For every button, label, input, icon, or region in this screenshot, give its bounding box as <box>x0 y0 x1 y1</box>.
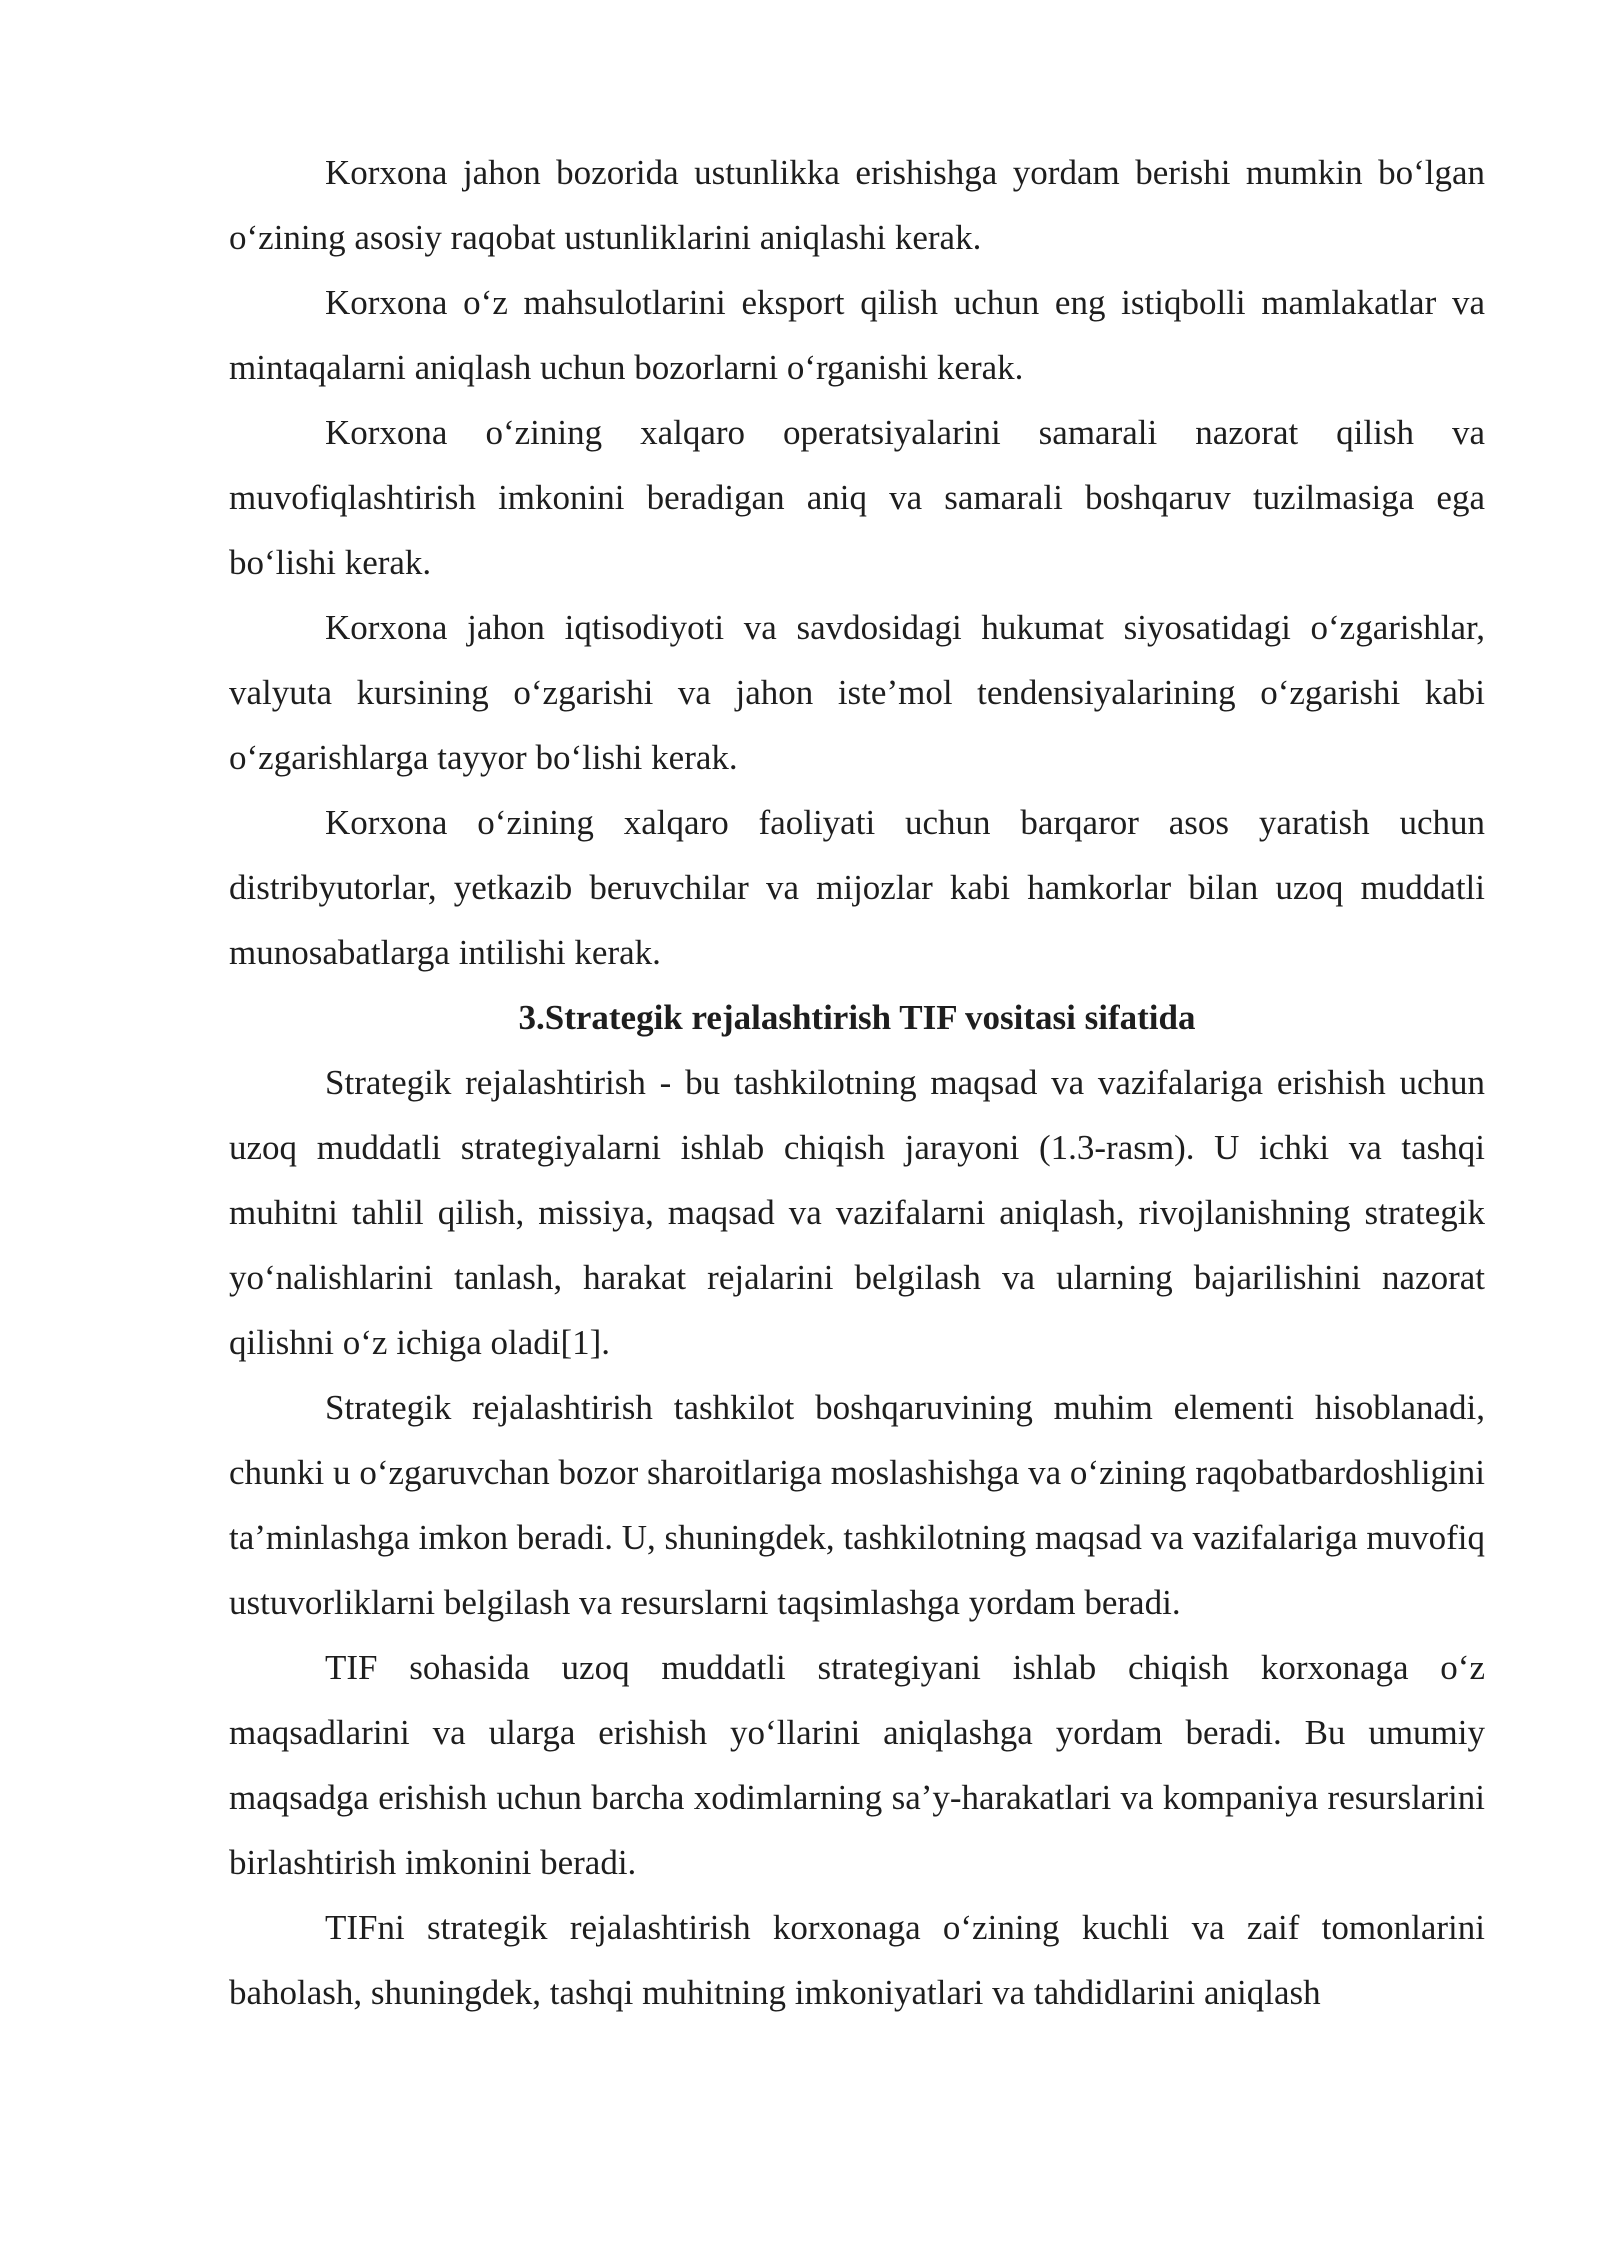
paragraph-management-structure: Korxona oʻzining xalqaro operatsiyalarini samarali nazorat qilish va muvofiqlashtirish imkonini beradigan aniq va samarali boshqaruv tuzilmasiga ega boʻlishi kerak. <box>229 413 1485 582</box>
paragraph-competitive-advantages: Korxona jahon bozorida ustunlikka erishishga yordam berishi mumkin boʻlgan oʻzining asosiy raqobat ustunliklarini aniqlashi kerak. <box>229 153 1485 257</box>
paragraph-strategic-planning-importance: Strategik rejalashtirish tashkilot boshqaruvining muhim elementi hisoblanadi, chunki u oʻzgaruvchan bozor sharoitlariga moslashishga va oʻzining raqobatbardoshligini taʼminlashga imkon beradi. U, shuningdek, tashkilotning maqsad va vazifalariga muvofiq ustuvorliklarni belgilash va resurslarni taqsimlashga yordam beradi. <box>229 1388 1485 1622</box>
paragraph-long-term-strategy: TIF sohasida uzoq muddatli strategiyani ishlab chiqish korxonaga oʻz maqsadlarini va ularga erishish yoʻllarini aniqlashga yordam beradi. Bu umumiy maqsadga erishish uchun barcha xodimlarning saʼy-harakatlari va kompaniya resurslarini birlashtirish imkonini beradi. <box>229 1648 1485 1882</box>
document-page <box>229 140 1485 2025</box>
paragraph-long-term-partnerships: Korxona oʻzining xalqaro faoliyati uchun barqaror asos yaratish uchun distribyutorlar, yetkazib beruvchilar va mijozlar kabi hamkorlar bilan uzoq muddatli munosabatlarga intilishi kerak. <box>229 803 1485 972</box>
paragraph-readiness-for-changes: Korxona jahon iqtisodiyoti va savdosidagi hukumat siyosatidagi oʻzgarishlar, valyuta kursining oʻzgarishi va jahon isteʼmol tendensiyalarining oʻzgarishi kabi oʻzgarishlarga tayyor boʻlishi kerak. <box>229 608 1485 777</box>
paragraph-market-research: Korxona oʻz mahsulotlarini eksport qilish uchun eng istiqbolli mamlakatlar va mintaqalarni aniqlash uchun bozorlarni oʻrganishi kerak. <box>229 283 1485 387</box>
paragraph-strategic-planning-definition: Strategik rejalashtirish - bu tashkilotning maqsad va vazifalariga erishish uchun uzoq muddatli strategiyalarni ishlab chiqish jarayoni (1.3-rasm). U ichki va tashqi muhitni tahlil qilish, missiya, maqsad va vazifalarni aniqlash, rivojlanishning strategik yoʻnalishlarini tanlash, harakat rejalarini belgilash va ularning bajarilishini nazorat qilishni oʻz ichiga oladi[1]. <box>229 1063 1485 1362</box>
section-heading: 3.Strategik rejalashtirish TIF vositasi sifatida <box>518 998 1196 1037</box>
paragraph-swot-assessment: TIFni strategik rejalashtirish korxonaga oʻzining kuchli va zaif tomonlarini baholash, shuningdek, tashqi muhitning imkoniyatlari va tahdidlarini aniqlash <box>229 1908 1485 2012</box>
